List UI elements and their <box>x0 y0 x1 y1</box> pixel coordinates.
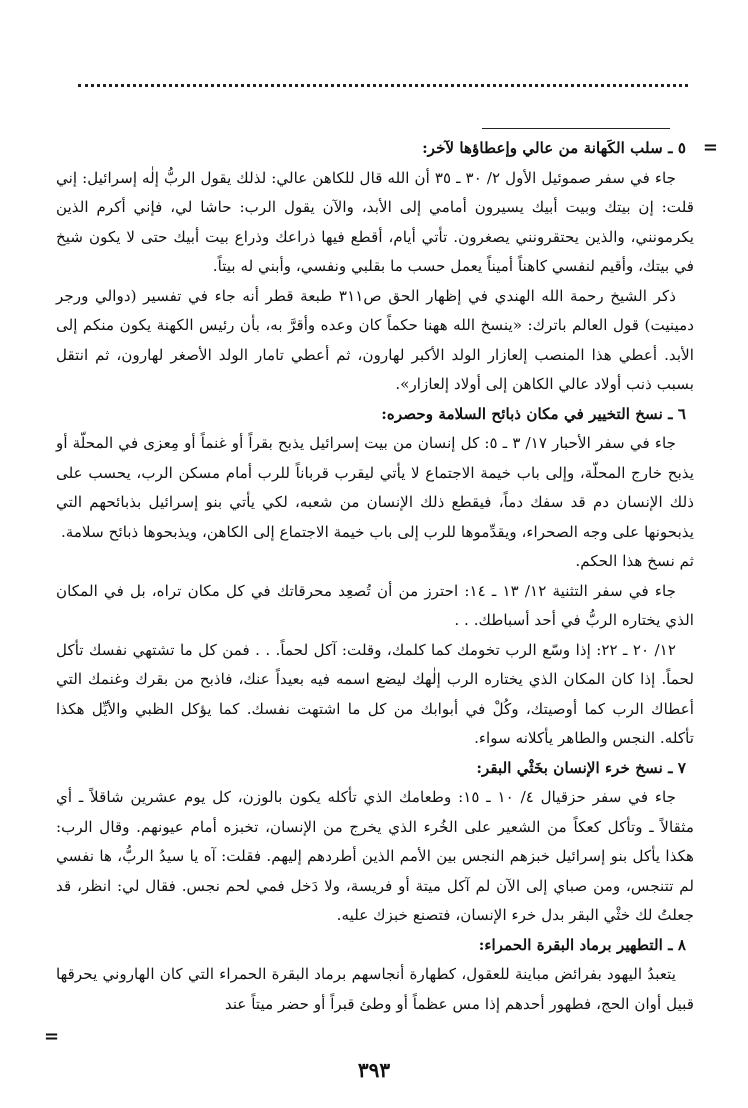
footnote-separator-rule <box>482 128 670 129</box>
body-paragraph: ثم نسخ هذا الحكم. <box>575 552 694 570</box>
body-paragraph: يتعبدُ اليهود بفرائض مباينة للعقول، كطهارة أنجاسهم برماد البقرة الحمراء التي كان الهاروني يحرقها قبيل أوان الحج، فطهور أحدهم إذا مس عظماً أو وطئ قبراً أو حضر ميتاً عند <box>56 965 694 1013</box>
body-paragraph: ١٢/ ٢٠ ـ ٢٢: إذا وسّع الرب تخومك كما كلمك، وقلت: آكل لحماً. . . فمن كل ما تشتهي نفسك تأكل لحماً. إذا كان المكان الذي يختاره الرب إلٰهك ليضع اسمه فيه بعيداً عنك، فاذبح من بقرك وغنمك التي أعطاك الرب كما أوصيتك، وكُلْ في أبوابك من كل ما اشتهت نفسك. كما يؤكل الظبي والأيِّل هكذا تأكله. النجس والطاهر يأكلانه سواء. <box>56 640 694 747</box>
section-heading-6: ٦ ـ نسخ التخيير في مكان ذبائح السلامة وحصره: <box>381 404 686 423</box>
body-paragraph: جاء في سفر صموئيل الأول ٢/ ٣٠ ـ ٣٥ أن الله قال للكاهن عالي: لذلك يقول الربُّ إلٰه إسرائيل: إني قلت: إن بيتك وبيت أبيك يسيرون أمامي إلى الأبد، والآن يقول الرب: حاشا لي، فإني أكرم الذين يكرمونني، والذين يحتقرونني يصغرون. تأتي أيام، أقطع فيها ذراعك وذراع بيت أبيك حتى لا يكون شيخ في بيتك، وأقيم لنفسي كاهناً أميناً يعمل حسب ما بقلبي ونفسي، وأبني له بيتاً. <box>56 168 694 275</box>
body-paragraph: جاء في سفر حزقيال ٤/ ١٠ ـ ١٥: وطعامك الذي تأكله يكون بالوزن، كل يوم عشرين شاقلاً ـ أي مثقالاً ـ وتأكل كعكاً من الشعير على الخُرء الذي يخرج من الإنسان، تخبزه أمام عيونهم. وقال الرب: هكذا يأكل بنو إسرائيل خبزهم النجس بين الأمم الذين أطردهم إليهم. فقلت: آه يا سيدُ الربُّ، ها نفسي لم تتنجس، ومن صباي إلى الآن لم آكل ميتة أو فريسة، ولا دَخل فمي لحم نجس. فقال لي: انظر، قد جعلتُ لك خثْي البقر بدل خرء الإنسان، فتصنع خبزك عليه. <box>56 788 694 924</box>
section-heading-8: ٨ ـ التطهير برماد البقرة الحمراء: <box>478 935 686 954</box>
continuation-mark-bottom: = <box>44 1026 60 1047</box>
top-dotted-rule <box>78 84 688 87</box>
body-paragraph: جاء في سفر التثنية ١٢/ ١٣ ـ ١٤: احترز من أن تُصعِد محرقاتك في كل مكان تراه، بل في المكان الذي يختاره الربُّ في أحد أسباطك. . . <box>56 581 694 629</box>
page-body <box>56 134 694 1019</box>
body-paragraph: جاء في سفر الأحبار ١٧/ ٣ ـ ٥: كل إنسان من بيت إسرائيل يذبح بقراً أو غنماً أو مِعزى في المحلّة أو يذبح خارج المحلّة، وإلى باب خيمة الاجتماع لا يأتي ليقرب قرباناً للرب أمام مسكن الرب، يحسب على ذلك الإنسان دم قد سفك دماً، فيقطع ذلك الإنسان من شعبه، لكي يأتي بنو إسرائيل بذبائحهم التي يذبحونها على وجه الصحراء، ويقدِّموها للرب إلى باب خيمة الاجتماع إلى الكاهن، ويذبحوها ذبائح سلامة. <box>56 434 694 541</box>
section-heading-7: ٧ ـ نسخ خرء الإنسان بخَثْي البقر: <box>476 758 686 777</box>
section-heading-5: ٥ ـ سلب الكَهانة من عالي وإعطاؤها لآخر: <box>422 139 686 157</box>
body-paragraph: ذكر الشيخ رحمة الله الهندي في إظهار الحق ص٣١١ طبعة قطر أنه جاء في تفسير (دوالي ورجر دمينيت) قول العالم باترك: «ينسخ الله ههنا حكماً كان وعده وأقرَّ به، بأن رئيس الكهنة يكون منكم إلى الأبد. أعطي هذا المنصب إلعازار الولد الأكبر لهارون، ثم أعطي تامار الولد الأصغر لهارون، ثم انتقل بسبب ذنب أولاد عالي الكاهن إلى أولاد إلعازار». <box>56 286 694 393</box>
page-number: ٣٩٣ <box>357 1058 391 1082</box>
continuation-mark-top: = <box>702 137 718 158</box>
